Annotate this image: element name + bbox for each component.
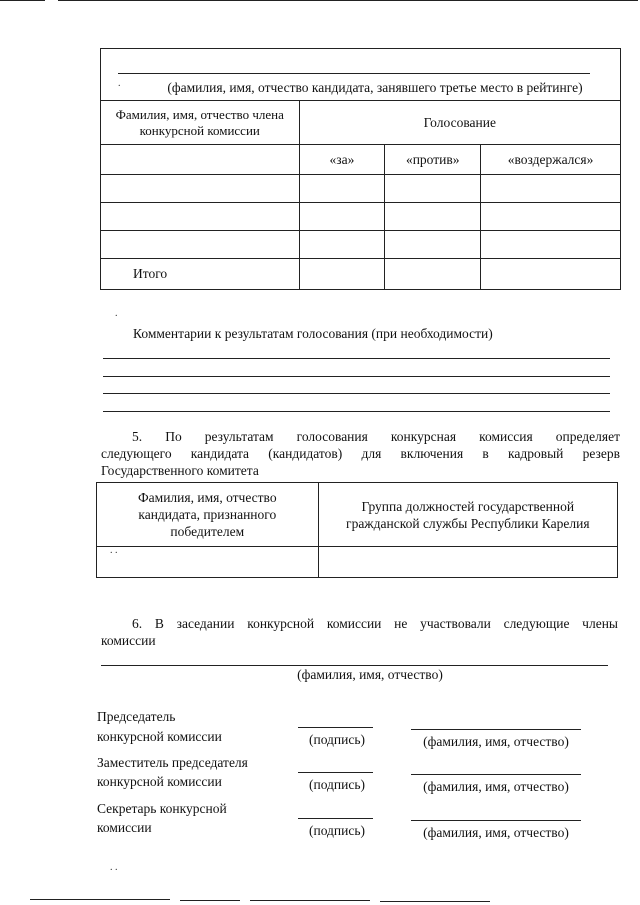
section6-line-1: 6. В заседании конкурсной комиссии не участвовали следующие члены (132, 616, 618, 631)
table-row (101, 203, 621, 231)
group-header-cell (318, 483, 617, 547)
secretary-name-caption: (фамилия, имя, отчество) (423, 825, 569, 840)
bottom-edge-line-1 (30, 899, 170, 900)
col-for-label: «за» (329, 151, 355, 167)
reserve-table (96, 482, 618, 578)
deputy-name-line (411, 774, 581, 775)
total-label: Итого (133, 266, 168, 281)
deputy-sign-caption: (подпись) (308, 777, 366, 792)
member-cell (101, 145, 300, 175)
deputy-name-caption: (фамилия, имя, отчество) (423, 779, 569, 794)
candidate-caption: (фамилия, имя, отчество кандидата, занявшего третье место в рейтинге) (167, 80, 583, 95)
comments-label: Комментарии к результатам голосования (при необходимости) (133, 326, 493, 341)
col-for-header (299, 145, 385, 175)
deputy-sign-line (298, 772, 373, 773)
secretary-sign-line (298, 818, 373, 819)
voting-table (100, 100, 621, 290)
member-header-cell (101, 101, 300, 145)
col-abstained-header (481, 145, 621, 175)
col-abstained-label: «воздержался» (507, 151, 594, 167)
top-edge-line-right (58, 0, 638, 1)
comment-line-1 (103, 358, 610, 359)
comment-line-3 (103, 393, 610, 394)
mark-dot: . (118, 78, 121, 89)
voting-header-cell (299, 101, 620, 145)
mark-dot: . . (110, 545, 118, 556)
comment-line-2 (103, 376, 610, 377)
bottom-edge-line-3 (250, 900, 370, 901)
table-row (101, 259, 621, 290)
winner-header: Фамилия, имя, отчество кандидата, признанного победителем (138, 490, 277, 539)
comment-line-4 (103, 411, 610, 412)
secretary-sign-caption: (подпись) (308, 823, 366, 838)
table-row (101, 175, 621, 203)
table-row (97, 547, 618, 578)
absent-members-line (101, 665, 608, 666)
section6-text (101, 615, 618, 649)
secretary-name-line (411, 820, 581, 821)
member-header: Фамилия, имя, отчество члена конкурсной комиссии (115, 106, 284, 138)
candidate-name-line (118, 73, 590, 74)
table-row (101, 231, 621, 259)
section6-line-2: комиссии (101, 633, 156, 648)
mark-dot: . (115, 308, 118, 319)
secretary-role-line-1: Секретарь конкурсной (97, 801, 227, 816)
chair-role-line-2: конкурсной комиссии (97, 729, 222, 744)
bottom-edge-line-4 (380, 901, 490, 902)
top-edge-line-left (0, 0, 45, 1)
chair-role-line-1: Председатель (97, 709, 176, 724)
voting-header: Голосование (423, 114, 496, 130)
chair-sign-line (298, 727, 373, 728)
section5-line-2: следующего кандидата (кандидатов) для включения в кадровый резерв (101, 446, 620, 461)
col-against-label: «против» (405, 151, 460, 167)
deputy-role-line-1: Заместитель председателя (97, 755, 248, 770)
section5-line-3: Государственного комитета (101, 463, 259, 478)
chair-name-line (411, 729, 581, 730)
chair-name-caption: (фамилия, имя, отчество) (423, 734, 569, 749)
absent-members-caption: (фамилия, имя, отчество) (297, 667, 443, 682)
bottom-edge-line-2 (180, 900, 240, 901)
mark-dot: . . (110, 862, 118, 873)
secretary-role-line-2: комиссии (97, 820, 152, 835)
chair-sign-caption: (подпись) (308, 732, 366, 747)
group-header: Группа должностей государственной гражданской службы Республики Карелия (346, 498, 590, 531)
deputy-role-line-2: конкурсной комиссии (97, 774, 222, 789)
section5-line-1: 5. По результатам голосования конкурсная комиссия определяет (132, 429, 620, 444)
section5-text (101, 428, 620, 479)
total-cell (101, 259, 300, 290)
col-against-header (385, 145, 481, 175)
winner-header-cell (97, 483, 319, 547)
